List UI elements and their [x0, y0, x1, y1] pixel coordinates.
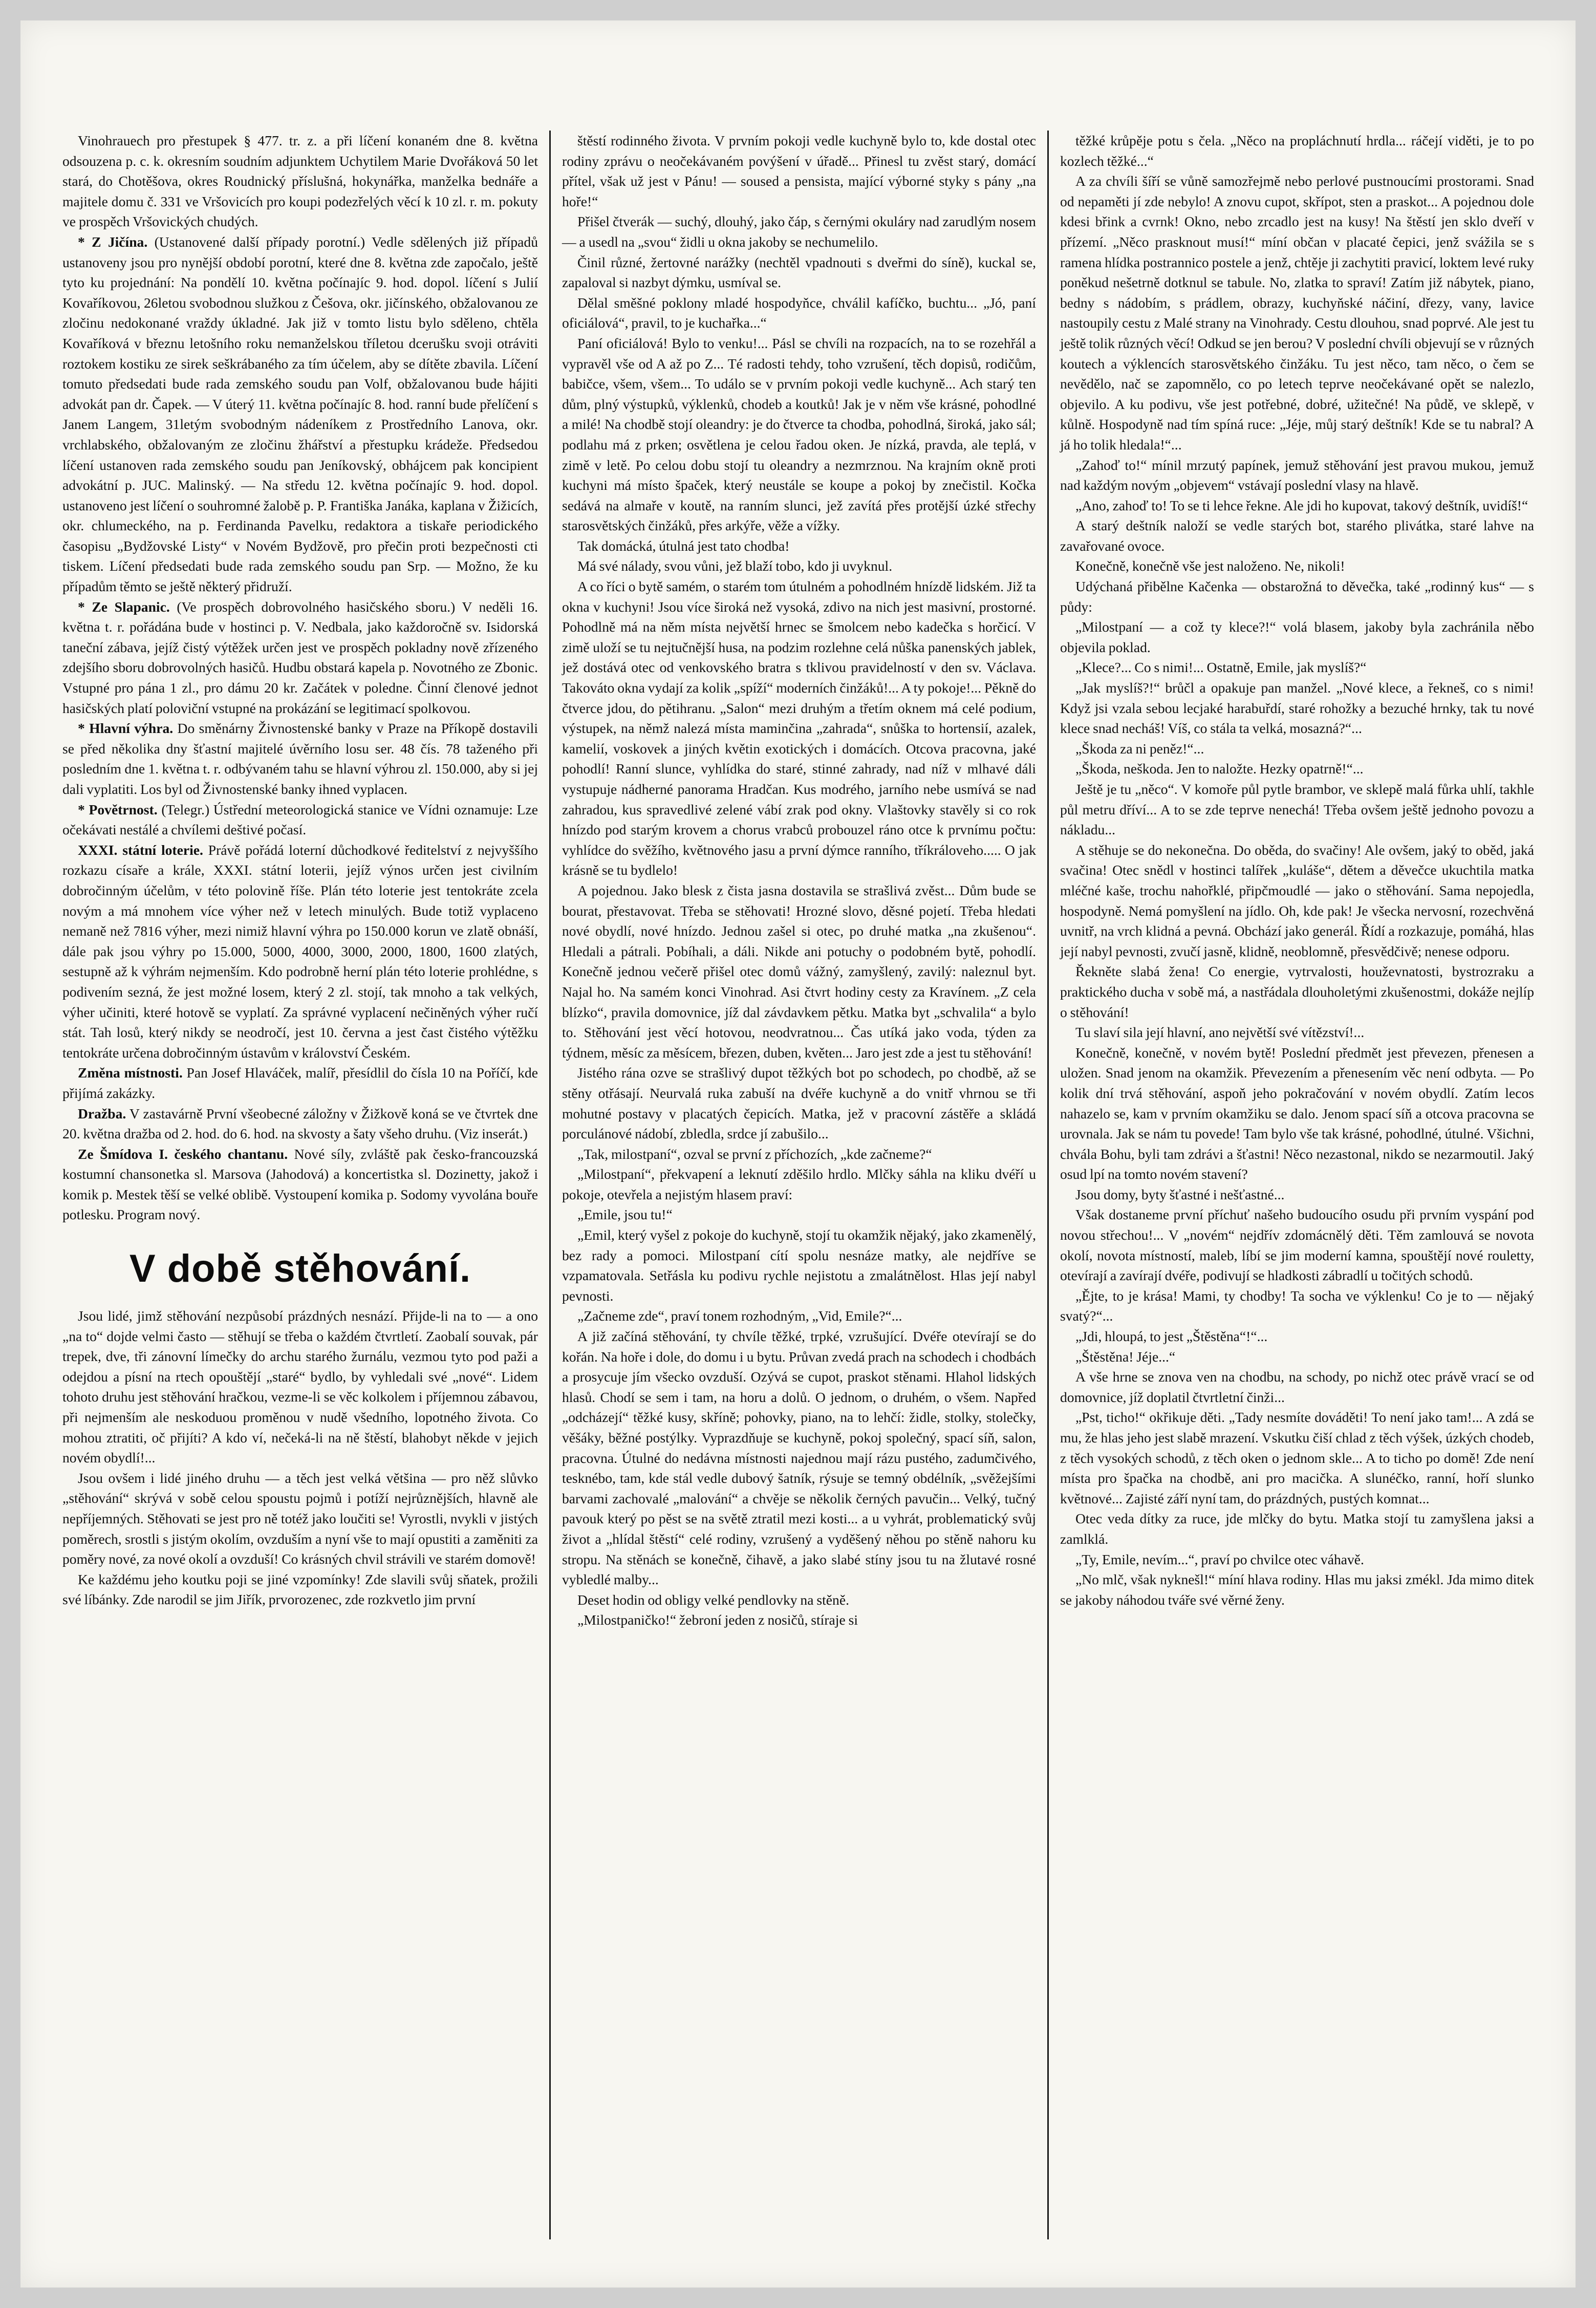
article-paragraph: Tu slaví sila její hlavní, ano největší své vítězství!... — [1075, 1024, 1365, 1041]
column-2 — [549, 131, 1047, 2239]
article-paragraph: * Hlavní výhra. Do směnárny Živnostenské banky v Praze na Příkopě dostavili se před několika dny šťastní majitelé úvěrního losu ser. 48 čís. 78 taženého při posledním dne 1. května t. r. odbývaném tahu se hlavní výhrou zl. 150.000, aby si jej dali vyplatiti. Los byl od Živnostenské banky ihned vyplacen. — [62, 720, 538, 797]
article-paragraph: Změna místnosti. Pan Josef Hlaváček, malíř, přesídlil do čísla 10 na Poříčí, kde přijímá zakázky. — [62, 1065, 538, 1101]
article-paragraph: A vše hrne se znova ven na chodbu, na schody, po nichž otec právě vrací se od domovnice, jíž doplatil čtvrtletní činži... — [1060, 1369, 1534, 1405]
article-paragraph: štěstí rodinného života. V prvním pokoji vedle kuchyně bylo to, kde dostal otec rodiny zprávu o neočekávaném povýšení v úřadě... Přinesl tu zvěst starý, domácí přítel, však už jest v Pánu! — soused a pensista, mající výborné styky s pány „na hoře!“ — [562, 133, 1036, 209]
article-paragraph: „Milostpaní — a což ty klece?!“ volá blasem, jakoby byla zachránila něbo objevila poklad. — [1060, 619, 1534, 655]
article-paragraph: Jsou lidé, jimž stěhování nezpůsobí prázdných nesnází. Přijde-li na to — a ono „na to“ dojde velmi často — stěhují se třeba o každém čtvrtletí. Zaobalí souvak, pár trepek, dve, tři zánovní límečky do archu starého žurnálu, vezmou tyto pod paži a odejdou a písní na rtech opouštějí „staré“ bydlo, by vyhledali své „nové“. Lidem tohoto druhu jest stěhování hračkou, vezme-li se věc kolkolem i příjemnou zábavou, při nejmenším ale neskoduou proměnou v nudě všedního, lopotného života. Co mohou ztratiti, oč přijíti? A kdo ví, nečeká-li na ně štěstí, blahobyt někde v jejich novém obydlí!... — [62, 1308, 538, 1466]
article-paragraph: „Tak, milostpaní“, ozval se první z příchozích, „kde začneme?“ — [577, 1146, 932, 1162]
article-paragraph: „Zahoď to!“ mínil mrzutý papínek, jemuž stěhování jest pravou mukou, jemuž nad každým novým „objevem“ vstávají poslední vlasy na hlavě. — [1060, 457, 1534, 493]
article-paragraph: Jsou ovšem i lidé jiného druhu — a těch jest velká většina — pro něž slůvko „stěhování“ skrývá v sobě celou spoustu pojmů i potíží nejrůznějších, hlavně ale nepříjemných. Stěhovati se jest pro ně totéž jako loučiti se! Vyrostli, nvykli v jistých poměrech, srostli s jistým okolím, ovzduším a nyní vše to mají opustiti a zaměniti za poměry nové, za nové okolí a ovzduší! Co krásných chvil strávili ve starém domově! — [62, 1470, 538, 1567]
article-paragraph: Vinohrauech pro přestupek § 477. tr. z. a při líčení konaném dne 8. května odsouzena p. c. k. okresním soudním adjunktem Uchytilem Marie Dvořáková 50 let stará, do Chotěšova, okres Roudnický příslušná, hokynářka, manželka bednáře a majitele domu č. 331 ve Vršovicích pro koupi podezřelých věcí k 10 zl. r. m. pokuty ve prospěch Vršovických chudých. — [62, 133, 538, 230]
article-paragraph: „Jdi, hloupá, to jest „Štěstěna“!“... — [1075, 1328, 1268, 1345]
article-paragraph: * Povětrnost. (Telegr.) Ústřední meteorologická stanice ve Vídni oznamuje: Lze očekávati nestálé a chvílemi deštivé počasí. — [62, 801, 538, 838]
article-paragraph: „No mlč, však nyknešl!“ míní hlava rodiny. Hlas mu jaksi zmékl. Jda mimo ditek se jakoby náhodou tváře své věrné ženy. — [1060, 1571, 1534, 1608]
article-paragraph: Ze Šmídova I. českého chantanu. Nové síly, zvláště pak česko-francouzská kostumní chansonetka sl. Marsova (Jahodová) a koncertistka sl. Dozinetty, jakož i komik p. Mestek těší se velké oblibě. Vystoupení komika p. Sodomy vyvolána bouře potlesku. Program nový. — [62, 1146, 538, 1223]
article-paragraph: Otec veda dítky za ruce, jde mlčky do bytu. Matka stojí tu zamyšlena jaksi a zamlklá. — [1060, 1511, 1534, 1547]
article-paragraph: „Začneme zde“, praví tonem rozhodným, „Vid, Emile?“... — [577, 1308, 902, 1324]
article-paragraph: A za chvíli šíří se vůně samozřejmě nebo perlové pustnoucími prostorami. Snad od nepaměti jí zde nebylo! A znovu cupot, skřípot, sten a praskot... A pojednou dole kdesi břink a cvrnk! Okno, nebo zrcadlo jest na kusy! Na štěstí jen sklo dveří v přízemí. „Něco prasknout musí!“ míní občan v placaté čepici, jenž svážila se s ramena hlídka postrannico postele a jenž, chtěje ji zachytiti pravicí, loktem levé ruky poněkud nešetrně dotknul se tabule. No, zlatka to spraví! Zatím již nábytek, piano, bedny s nádobím, s prádlem, obrazy, kuchyňské náčiní, dřezy, vany, lavice nastoupily cestu z Malé strany na Vinohrady. Cestu dlouhou, snad poprvé. Ale jest tu ještě tolik různých věcí! Odkud se jen berou? V poslední chvíli objevují se v různých koutech a výklencích starosvětského činžáku. Tu jest něco, tam něco, o čem se nevědělo, nač se zapomnělo, co po letech teprve neočekávané opět se nalezlo, objevilo. A ku podivu, vše jest potřebné, dobré, užitečné! Na půdě, ve sklepě, v kůlně. Hospodyně nad tím spíná ruce: „Jéje, můj starý deštník! Kde se tu nabral? A já ho tolik hledala!“... — [1060, 173, 1535, 452]
article-paragraph: Přišel čtverák — suchý, dlouhý, jako čáp, s černými okuláry nad zarudlým nosem — a usedl na „svou“ židli u okna jakoby se nechumelilo. — [562, 213, 1036, 250]
article-paragraph: „Emile, jsou tu!“ — [577, 1206, 673, 1223]
article-paragraph: Činil různé, žertovné narážky (nechtěl vpadnouti s dveřmi do síně), kuckal se, zapaloval si nazbyt dýmku, usmíval se. — [562, 254, 1036, 291]
article-paragraph: XXXI. státní loterie. Právě pořádá loterní důchodkové ředitelství z nejvyššího rozkazu císaře a krále, XXXI. státní loterii, jejíž výnos určen jest civilním dobročinným účelům, v této polovině říše. Plán této loterie jest tentokráte zcela novým a má mnohem více výher než v letech minulých. Bude totiž vyplaceno nemaně než 7816 výher, mezi nimiž hlavní výhra po 150.000 korun ve zlatě obnáší, dále pak jsou výhry po 15.000, 5000, 4000, 3000, 2000, 1800, 1600 zlatých, sestupně až k výhrám nejmenším. Kdo podrobně herní plán této loterie prohlédne, s podivením sezná, že jest možné losem, který 2 zl. stojí, tak mnoho a tak velkých, výher učiniti, které hotově se vyplatí. Za správné vyplacení nečiněných výher ručí stát. Tah losů, který nikdy se neodročí, jest 10. června a jest čast čistého výtěžku tentokráte určena dobročinným ústavům v království Českém. — [62, 842, 538, 1061]
article-paragraph: Jistého rána ozve se strašlivý dupot těžkých bot po schodech, po chodbě, až se stěny otřásají. Neurvalá ruka zabuší na dvéře kuchyně a do vnitř vhrnou se tři mohutné postavy v placatých čepicích. Matka, jež v pracovní zástěře a skládá porculánové nádobí, zbledla, srdce jí zabušilo... — [562, 1065, 1036, 1142]
article-paragraph: Ještě je tu „něco“. V komoře půl pytle brambor, ve sklepě malá fůrka uhlí, takhle půl metru dříví... A to se zde teprve nenechá! Třeba ovšem ještě jednoho povozu a nákladu... — [1060, 781, 1534, 838]
article-paragraph: Udýchaná přibělne Kačenka — obstarožná to děvečka, také „rodinný kus“ — s půdy: — [1060, 578, 1534, 615]
article-paragraph: „Pst, ticho!“ okřikuje děti. „Tady nesmíte dováděti! To není jako tam!... A zdá se mu, že hlas jeho jest slabě mrazení. Vskutku čiší chlad z těch výšek, úzkých chodeb, z těch vysokých schodů, z těch oken o jednom skle... A to ticho po domě! Zde není místa pro špačka na chodbě, ani pro macička. A slunéčko, ranní, hoří slunko květnové... Zajisté září nyní tam, do prázdných, pustých komnat... — [1060, 1409, 1534, 1506]
article-paragraph: „Ano, zahoď to! To se ti lehce řekne. Ale jdi ho kupovat, takový deštník, uvidíš!“ — [1075, 497, 1528, 513]
article-paragraph: „Štěstěna! Jéje...“ — [1075, 1348, 1176, 1365]
article-paragraph: * Z Jičína. (Ustanovené další případy porotní.) Vedle sdělených již případů ustanoveny jsou pro nynější období porotní, které dne 8. května zde započalo, ještě tyto ku projednání: Na pondělí 10. května počínajíc 9. hod. dopol. líčení s Julií Kovaříkovou, 26letou svobodnou služkou z Češova, okr. jičínského, obžalovanou ze zločinu nedokonané vraždy úkladné. Jak již v tomto listu bylo sděleno, chtěla Kovaříková v březnu letošního roku nemanželskou tříletou dcerušku svoji otráviti roztokem kostiku ze sirek seškrábaného za tím účelem, aby se dítěte zbavila. Líčení tomuto předsedati bude rada zemského soudu pan Volf, obžalovanou bude hájiti advokát pan dr. Čapek. — V úterý 11. května počínajíc 8. hod. ranní bude přelíčení s Janem Langem, 31letým svobodným nádeníkem z Prostředního Lanova, okr. vrchlabského, obžalovaným ze zločinu žhářství a přestupku krádeže. Předsedou líčení ustanoven rada zemského soudu pan Jeníkovský, obhájcem pak koncipient advokátní p. JUC. Malinský. — Na středu 12. května počínajíc 9. hod. dopol. ustanoveno jest líčení o souhromné žalobě p. P. Františka Janáka, kaplana v Žižicích, okr. chlumeckého, na p. Ferdinanda Pavelku, redaktora a tiskaře periodického časopisu „Bydžovské Listy“ v Novém Bydžově, pro přečin proti bezpečnosti cti tiskem. Líčení předsedati bude rada zemského soudu pan Srp. — Možno, že ku případům těmto se ještě některý přidruží. — [62, 233, 538, 595]
text-columns — [51, 131, 1546, 2239]
article-paragraph: Konečně, konečně vše jest naloženo. Ne, nikoli! — [1075, 558, 1345, 574]
article-paragraph: Však dostaneme první příchuť našeho budoucího osudu při prvním vyspání pod novou střechou!... V „novém“ nejdřív zdomácnělý děti. Těm zamlouvá se novota okolí, novota místností, maleb, líbí se jim moderní kamna, spouštějí nové rouletty, otevírají a zavírají dvéře, podivují se hladkosti zábradlí u točitých schodů. — [1060, 1206, 1534, 1284]
article-paragraph: „Škoda za ni peněz!“... — [1075, 740, 1204, 757]
article-paragraph: Řekněte slabá žena! Co energie, vytrvalosti, houževnatosti, bystrozraku a praktického ducha v sobě má, a nastřádala dlouholetými zkušenostmi, dokáže nejlíp o stěhování! — [1060, 963, 1534, 1020]
newspaper-page — [20, 20, 1576, 2288]
article-paragraph: A pojednou. Jako blesk z čista jasna dostavila se strašlivá zvěst... Dům bude se bourat, přestavovat. Třeba se stěhovati! Hrozné slovo, děsné pojetí. Třeba hledati nové obydlí, nové hnízdo. Jednou zašel si otec, po druhé matka „na zkušenou“. Hledali a pátrali. Pobíhali, a dáli. Nikde ani potuchy o podobném bytě, pohodlí. Konečně jednou večerě přišel otec domů vážný, zamyšlený, zavilý: naleznul byt. Najal ho. Na samém konci Vinohrad. Asi čtvrt hodiny cesty za Kravínem. „Z cela blízko“, pravila domovnice, jíž dal závdavkem pětku. Matka byt „schvalila“ a bylo to. Stěhování jest věcí hotovou, neodvratnou... Čas utíká jako voda, týden za týdnem, měsíc za měsícem, březen, duben, květen... Jaro jest zde a jest tu stěhování! — [562, 882, 1036, 1061]
article-paragraph: „Milostpaní“, překvapení a leknutí zděšilo hrdlo. Mlčky sáhla na kliku dvéří u pokoje, otevřela a nejistým hlasem praví: — [562, 1166, 1036, 1202]
article-paragraph: A co říci o bytě samém, o starém tom útulném a pohodlném hnízdě lidském. Již ta okna v kuchyni! Jsou více široká než vysoká, zdivo na nich jest masivní, prostorné. Pohodlně má na něm místa největší hrnec se šmolcem nebo kadečka s horčicí. V zimě uloží se tu nejtučnější husa, na podzim rozlehne celá nůška panenských jablek, jež dostává otec od venkovského bratra s tklivou pravidelností v den sv. Václava. Takováto okna vydají za kolik „spíží“ moderních činžáků!... A ty pokoje!... Pěkně do čtverce jdou, do pětihranu. „Salon“ mezi druhým a třetím oknem má celé podium, výstupek, na němž nalezá místa maminčina „zahrada“, snůška to hortensií, azalek, kamelií, voskovek a jiných květin exotických i domácích. Otcova pracovna, jaké pohodlí! Ranní slunce, vyhlídka do staré, stinné zahrady, nad níž v mlhavé dáli vystupuje nádherné panorama Hradčan. Kus modrého, jarního nebe usmívá se nad zahradou, kus spravedlivé zelené vábí zrak pod okny. Vlaštovky stavěly si co rok hnízdo pod starým krovem a chorus vrabců probouzel ráno otce k prvnímu počtu: vyhlídce do svěžího, květnového jasu a první dýmce ranního, tříkráloveho..... O jak krásně se tu bydlelo! — [562, 578, 1036, 878]
article-paragraph: Ke každému jeho koutku poji se jiné vzpomínky! Zde slavili svůj sňatek, prožili své líbánky. Zde narodil se jim Jiřík, prvorozenec, zde rozkvetlo jim první — [62, 1571, 538, 1608]
article-paragraph: „Jak myslíš?!“ brůčl a opakuje pan manžel. „Nové klece, a řekneš, co s nimi! Když jsi vzala sebou lecjaké harabuřdí, staré rohožky a bezuché hrnky, tak tu nové klece snad necháš! Víš, co stála ta velká, mosazná?“... — [1060, 680, 1534, 737]
article-paragraph: A stěhuje se do nekonečna. Do oběda, do svačiny! Ale ovšem, jaký to oběd, jaká svačina! Otec snědl v hostinci talířek „kuláše“, dětem a děvečce ukuchtila matka mléčné kaše, trochu nahořklé, připčmoudlé — jako o stěhování. Sama nepojedla, hospodyně. Nemá pomyšlení na jídlo. Oh, kde pak! Je všecka nervosní, rozechvěná uvnitř, na vrch klidná a pevná. Obchází jako generál. Řídí a rozkazuje, pomáhá, hlas její nabyl pevnosti, zvučí jasně, klidně, neoblomně, přesvědčivě; nenese odporu. — [1060, 842, 1534, 959]
article-paragraph: „Ty, Emile, nevím...“, praví po chvilce otec váhavě. — [1075, 1551, 1364, 1567]
article-paragraph: „Klece?... Co s nimi!... Ostatně, Emile, jak myslíš?“ — [1075, 659, 1367, 676]
column-3 — [1047, 131, 1545, 2239]
column-1 — [51, 131, 549, 2239]
article-paragraph: Konečně, konečně, v novém bytě! Poslední předmět jest převezen, přenesen a uložen. Snad jenom na okamžik. Převezením a přenesením věc není odbyta. — Po kolik dní trvá stěhování, aspoň jeho pokračování v novém obydlí. Zatím lecos nahazelo se, kam v prvním okamžiku se dalo. Jenom spací síň a otcova pracovna se urovnala. Jak se nám tu povede! Tam bylo vše tak krásné, pohodlné, útulné. Všichni, chvála Bohu, byli tam zdrávi a šťastni! Něco nezastonal, nikdo se nezarmoutil. Jaký osud lpí na tomto novém stavení? — [1060, 1044, 1534, 1182]
section-heading: V době stěhování. — [129, 1247, 471, 1291]
article-paragraph: těžké krůpěje potu s čela. „Něco na propláchnutí hrdla... ráčejí viděti, je to po kozlech těžké...“ — [1060, 133, 1534, 169]
article-paragraph: „Škoda, neškoda. Jen to naložte. Hezky opatrně!“... — [1075, 761, 1364, 777]
article-paragraph: „Milostpaničko!“ žebroní jeden z nosičů, stíraje si — [577, 1612, 858, 1628]
article-paragraph: Dělal směšné poklony mladé hospodyňce, chválil kafíčko, buchtu... „Jó, paní oficiálová“, pravil, to je kuchařka...“ — [562, 294, 1036, 331]
article-paragraph: Dražba. V zastavárně První všeobecné záložny v Žižkově koná se ve čtvrtek dne 20. května dražba od 2. hod. do 6. hod. na skvosty a šaty všeho druhu. (Viz inserát.) — [62, 1105, 538, 1142]
article-paragraph: Tak domácká, útulná jest tato chodba! — [577, 537, 790, 554]
article-paragraph: A již začíná stěhování, ty chvíle těžké, trpké, vzrušující. Dvéře otevírají se do kořán. Na hoře i dole, do domu i u bytu. Průvan zvedá prach na schodech i chodbách a prosycuje jím všecko ovzduší. Ozývá se cupot, praskot stěnami. Hlahol lidských hlasů. Chodí se sem i tam, na horu a dolů. O jednom, o druhém, o všem. Napřed „odcházejí“ těžké kusy, skříně; pohovky, piano, na to lehčí: židle, stolky, stolečky, věšáky, běžné postýlky. Vyprazdňuje se kuchyně, pokoj společný, spací síň, salon, pracovna. Útulné do nedávna místnosti najednou mají rázu pustého, zadumčivého, tesknébo, tam, kde stál vedle dubový šatník, rýsuje se temný obdélník, „svěžejšími barvami zachovalé „malování“ a chvěje se několik černých pavučin... Velký, tučný pavouk který po pěst se na světě ztratil mezi kosti... a u vyhrát, problematický svůj život a „hlídal štěstí“ celé rodiny, vzrušený a vyděšený něhou po stěně nahoru ku stropu. Na stěnách se konečně, čihavě, a jako slabé stíny jsou tu na žlutavé rosné vybledlé malby... — [562, 1328, 1036, 1588]
article-paragraph: Deset hodin od obligy velké pendlovky na stěně. — [577, 1591, 849, 1608]
article-paragraph: A starý deštník naloží se vedle starých bot, starého plivátka, staré lahve na zavařované ovoce. — [1060, 517, 1534, 554]
article-paragraph: „Ějte, to je krása! Mami, ty chodby! Ta socha ve výklenku! Co je to — nějaký svatý?“... — [1060, 1287, 1534, 1324]
article-paragraph: Paní oficiálová! Bylo to venku!... Pásl se chvíli na rozpacích, na to se rozehřál a vypravěl vše od A až po Z... Té radosti tehdy, toho vzrušení, těch dopisů, rodičům, babičce, všem, všem... To událo se v prvním pokoji vedle kuchyně... Ach starý ten dům, plný výstupků, výklenků, chodeb a koutků! Jak je v něm vše krásné, pohodlné a milé! Na chodbě stojí oleandry: je do čtverce ta chodba, pohodlná, široká, jako sál; podlahu má z prken; osvětlena je celou řadou oken. Je nízká, pravda, ale teplá, v zimě v letě. Po celou dobu stojí tu oleandry a nezmrznou. Na krajním okně proti kuchyni má místo špaček, který neustále se koupe a pokoj by znečistil. Kočka sedává na almaře v koutě, na ranním slunci, jež zavítá přes protější úzké střechy starosvětských činžáků, přes arkýře, věže a vížky. — [562, 335, 1036, 534]
article-paragraph: * Ze Slapanic. (Ve prospěch dobrovolného hasičského sboru.) V neděli 16. května t. r. pořádána bude v hostinci p. V. Nedbala, jako každoročně sv. Isidorská taneční zábava, jejíž čistý výtěžek určen jest ve prospěch pokladny nově zřízeného zdejšího sboru dobrovolných hasičů. Hudbu obstará kapela p. Novotného ze Zbonic. Vstupné pro pána 1 zl., pro dámu 20 kr. Začátek v poledne. Činní členové jednot hasičských platí poloviční vstupné na prokázání se legitimací spolkovou. — [62, 598, 538, 716]
article-paragraph: Jsou domy, byty šťastné i nešťastné... — [1075, 1186, 1285, 1202]
article-paragraph: „Emil, který vyšel z pokoje do kuchyně, stojí tu okamžik nějaký, jako zkamenělý, bez rady a pomoci. Milostpaní cítí spolu nesnáze matky, ale nejdříve se vzpamatovala. Setřásla ku podivu rychle nejistotu a zmalátnělost. Hlas její nabyl pevnosti. — [562, 1227, 1036, 1304]
article-paragraph: Má své nálady, svou vůni, jež blaží tobo, kdo ji uvyknul. — [577, 558, 893, 574]
